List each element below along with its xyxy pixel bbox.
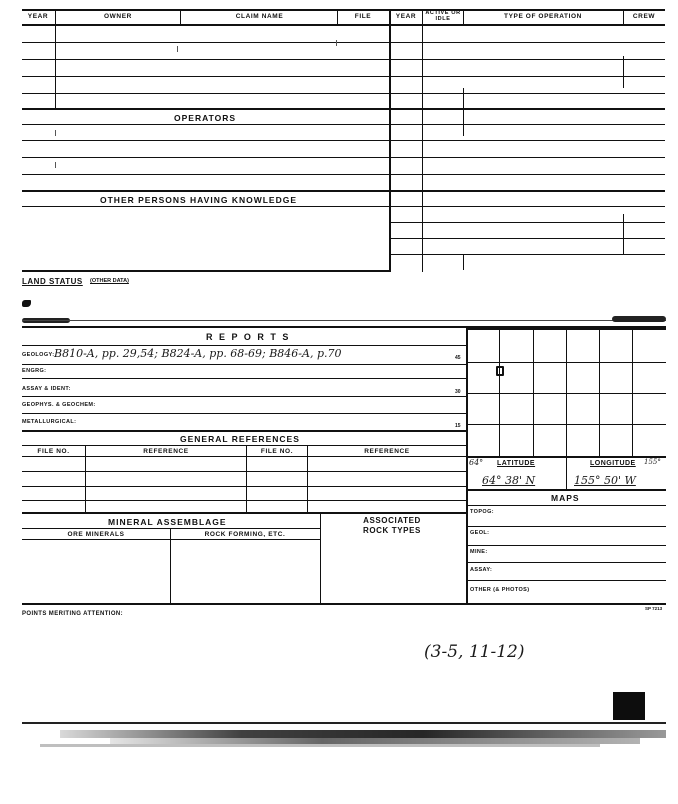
report-value-geology[interactable]: B810-A, pp. 29,54; B824-A, pp. 68-69; B846-A, p.70 bbox=[54, 347, 342, 360]
form-number: SP 7213 bbox=[645, 606, 663, 611]
ore-minerals-heading: ORE MINERALS bbox=[67, 531, 125, 538]
page-note: (3-5, 11-12) bbox=[424, 642, 525, 662]
mineral-assemblage-title: MINERAL ASSEMBLAGE bbox=[108, 517, 227, 527]
header-active-idle: ACTIVE OR IDLE bbox=[425, 10, 461, 22]
land-status-sub: (OTHER DATA) bbox=[90, 278, 129, 284]
operators-heading: OPERATORS bbox=[174, 113, 237, 123]
report-label-engrg: ENGRG: bbox=[22, 368, 47, 374]
header-type-of-operation: TYPE OF OPERATION bbox=[504, 13, 582, 20]
header-op-year: YEAR bbox=[395, 13, 417, 20]
report-num-metallurgical: 15 bbox=[455, 423, 461, 429]
longitude-prefix: 155° bbox=[644, 458, 661, 466]
rock-forming-heading: ROCK FORMING, ETC. bbox=[204, 531, 286, 538]
points-meriting-attention: POINTS MERITING ATTENTION: bbox=[22, 611, 124, 617]
maps-title: MAPS bbox=[551, 493, 580, 503]
latitude-label: LATITUDE bbox=[497, 460, 536, 467]
longitude-value[interactable]: 155° 50' W bbox=[574, 474, 636, 487]
maps-assay: ASSAY: bbox=[470, 567, 493, 573]
report-num-geology: 45 bbox=[455, 355, 461, 361]
report-label-geophys: GEOPHYS. & GEOCHEM: bbox=[22, 402, 96, 408]
ref-header-file-no-1: FILE NO. bbox=[37, 448, 70, 455]
report-num-assay: 30 bbox=[455, 389, 461, 395]
ref-header-reference-2: REFERENCE bbox=[364, 448, 410, 455]
maps-other: OTHER (& PHOTOS) bbox=[470, 587, 530, 593]
reports-title: R E P O R T S bbox=[206, 332, 291, 342]
header-claim-name: CLAIM NAME bbox=[235, 13, 284, 20]
maps-topog: TOPOG: bbox=[470, 509, 494, 515]
associated-rock-types-heading: ASSOCIATED ROCK TYPES bbox=[362, 516, 421, 535]
longitude-label: LONGITUDE bbox=[590, 460, 636, 467]
report-label-assay: ASSAY & IDENT: bbox=[22, 386, 71, 392]
latitude-value[interactable]: 64° 38' N bbox=[482, 474, 536, 487]
maps-geol: GEOL: bbox=[470, 530, 490, 536]
other-persons-heading: OTHER PERSONS HAVING KNOWLEDGE bbox=[100, 195, 298, 205]
location-marker bbox=[496, 366, 504, 376]
maps-mine: MINE: bbox=[470, 549, 488, 555]
ref-header-reference-1: REFERENCE bbox=[143, 448, 189, 455]
header-file: FILE bbox=[354, 13, 372, 20]
ref-header-file-no-2: FILE NO. bbox=[260, 448, 294, 455]
report-label-metallurgical: METALLURGICAL: bbox=[22, 419, 77, 425]
scan-artifact-block bbox=[613, 692, 645, 720]
ink-blot bbox=[22, 300, 31, 307]
report-label-geology: GEOLOGY: bbox=[22, 352, 55, 358]
latitude-prefix: 64° bbox=[469, 458, 484, 467]
general-references-title: GENERAL REFERENCES bbox=[180, 434, 300, 444]
header-crew: CREW bbox=[632, 13, 656, 20]
header-owner: OWNER bbox=[104, 13, 132, 20]
land-status-label: LAND STATUS bbox=[22, 277, 83, 286]
header-year: YEAR bbox=[27, 13, 49, 20]
